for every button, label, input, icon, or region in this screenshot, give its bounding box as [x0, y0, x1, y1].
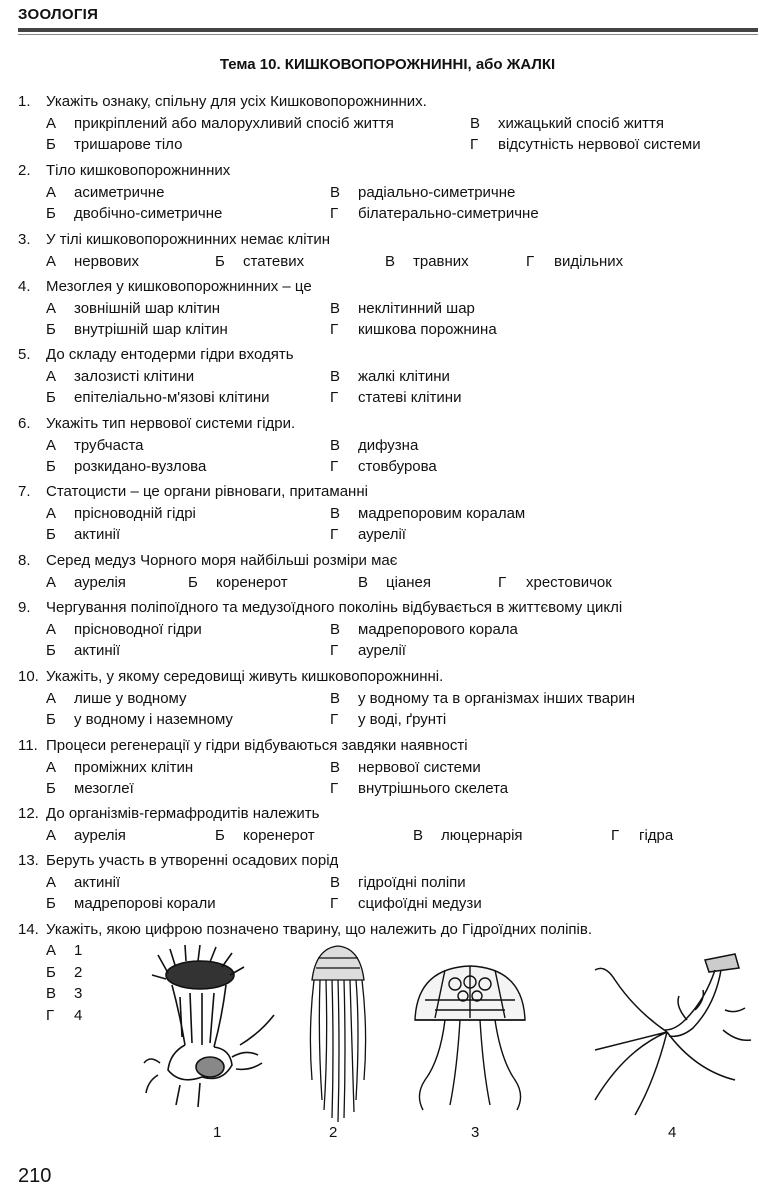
- question-number: 7.: [18, 483, 31, 500]
- question-number: 1.: [18, 93, 31, 110]
- question-text: Укажіть тип нервової системи гідри.: [46, 415, 296, 432]
- question-text: Серед медуз Чорного моря найбільші розміри має: [46, 552, 398, 569]
- sea-anemone-illustration: [140, 945, 290, 1120]
- question-text: До складу ентодерми гідри входять: [46, 346, 294, 363]
- question-12: 12. До організмів-гермафродитів належить А аурелія Б коренерот В люцернарія Г гідра: [18, 805, 674, 844]
- header-rule: [18, 28, 758, 32]
- question-14-options: [46, 940, 106, 1026]
- question-number: 6.: [18, 415, 31, 432]
- question-number: 2.: [18, 162, 31, 179]
- question-text: Укажіть, якою цифрою позначено тварину, що належить до Гідроїдних поліпів.: [46, 921, 592, 938]
- question-5: 5. До складу ентодерми гідри входять А залозисті клітини В жалкі клітини Б епітеліально-м'язові клітини Г статеві клітини: [18, 346, 462, 406]
- question-text: До організмів-гермафродитів належить: [46, 805, 320, 822]
- figure-label-3: 3: [471, 1124, 480, 1141]
- hydra-illustration: [575, 950, 760, 1125]
- option-b[interactable]: Б 2: [46, 963, 83, 981]
- option-g[interactable]: Г 4: [46, 1006, 83, 1024]
- question-number: 11.: [18, 737, 38, 754]
- figure-label-1: 1: [213, 1124, 222, 1141]
- question-text: Статоцисти – це органи рівноваги, притаманні: [46, 483, 368, 500]
- header-rule-thin: [18, 34, 758, 35]
- question-number: 12.: [18, 805, 39, 822]
- question-number: 10.: [18, 668, 39, 685]
- page-title: Тема 10. КИШКОВОПОРОЖНИННІ, або ЖАЛКІ: [219, 56, 556, 73]
- question-4: 4. Мезоглея у кишковопорожнинних – це А зовнішній шар клітин В неклітинний шар Б внутрішній шар клітин Г кишкова порожнина: [18, 278, 497, 338]
- question-10: 10. Укажіть, у якому середовищі живуть кишковопорожнинні. А лише у водному В у водному та в організмах інших тварин Б у водному і наземному Г у воді, ґрунті: [18, 668, 636, 728]
- section-header: ЗООЛОГІЯ: [18, 6, 99, 23]
- question-text: Мезоглея у кишковопорожнинних – це: [46, 278, 312, 295]
- question-number: 8.: [18, 552, 31, 569]
- figure-label-4: 4: [668, 1124, 677, 1141]
- question-9: 9. Чергування поліпоїдного та медузоїдного поколінь відбувається в життєвому циклі А прісноводної гідри В мадрепорового корала Б актинії Г аурелії: [18, 599, 623, 659]
- page-number: 210: [18, 1165, 52, 1187]
- question-2: 2. Тіло кишковопорожнинних А асиметричне В радіально-симетричне Б двобічно-симетричне Г білатерально-симетричне: [18, 162, 539, 222]
- question-number: 4.: [18, 278, 31, 295]
- question-text: Укажіть, у якому середовищі живуть кишковопорожнинні.: [46, 668, 444, 685]
- jellyfish-illustration-2: [298, 940, 378, 1125]
- question-text: У тілі кишковопорожнинних немає клітин: [46, 231, 331, 248]
- question-1: 1. Укажіть ознаку, спільну для усіх Кишковопорожнинних. А прикріплений або малорухливий спосіб життя В хижацький спосіб життя Б тришарове тіло Г відсутність нервової системи: [18, 93, 701, 153]
- question-3: 3. У тілі кишковопорожнинних немає клітин А нервових Б статевих В травних Г видільних: [18, 231, 624, 270]
- question-text: Тіло кишковопорожнинних: [46, 162, 231, 179]
- question-7: 7. Статоцисти – це органи рівноваги, притаманні А прісноводній гідрі В мадрепоровим коралам Б актинії Г аурелії: [18, 483, 526, 543]
- question-text: Беруть участь в утворенні осадових порід: [46, 852, 339, 869]
- figure-label-2: 2: [329, 1124, 338, 1141]
- question-number: 13.: [18, 852, 39, 869]
- option-v[interactable]: В 3: [46, 985, 83, 1002]
- question-text: Процеси регенерації у гідри відбуваються завдяки наявності: [46, 737, 468, 754]
- question-6: 6. Укажіть тип нервової системи гідри. А трубчаста В дифузна Б розкидано-вузлова Г стовбурова: [18, 415, 437, 475]
- question-13: 13. Беруть участь в утворенні осадових порід А актинії В гідроїдні поліпи Б мадрепорові корали Г сцифоїдні медузи: [18, 852, 482, 912]
- option-a[interactable]: А 1: [46, 942, 83, 959]
- question-11: 11. Процеси регенерації у гідри відбуваються завдяки наявності А проміжних клітин В нервової системи Б мезоглеї Г внутрішнього скелета: [18, 737, 509, 797]
- question-number: 9.: [18, 599, 31, 616]
- question-text: Укажіть ознаку, спільну для усіх Кишковопорожнинних.: [46, 93, 427, 110]
- question-text: Чергування поліпоїдного та медузоїдного поколінь відбувається в життєвому циклі: [46, 599, 623, 616]
- question-14: [18, 919, 763, 941]
- question-number: 3.: [18, 231, 31, 248]
- jellyfish-illustration-3: [405, 960, 535, 1125]
- question-number: 14.: [18, 921, 39, 938]
- question-8: 8. Серед медуз Чорного моря найбільші розміри має А аурелія Б коренерот В ціанея Г хрестовичок: [18, 552, 612, 591]
- question-number: 5.: [18, 346, 31, 363]
